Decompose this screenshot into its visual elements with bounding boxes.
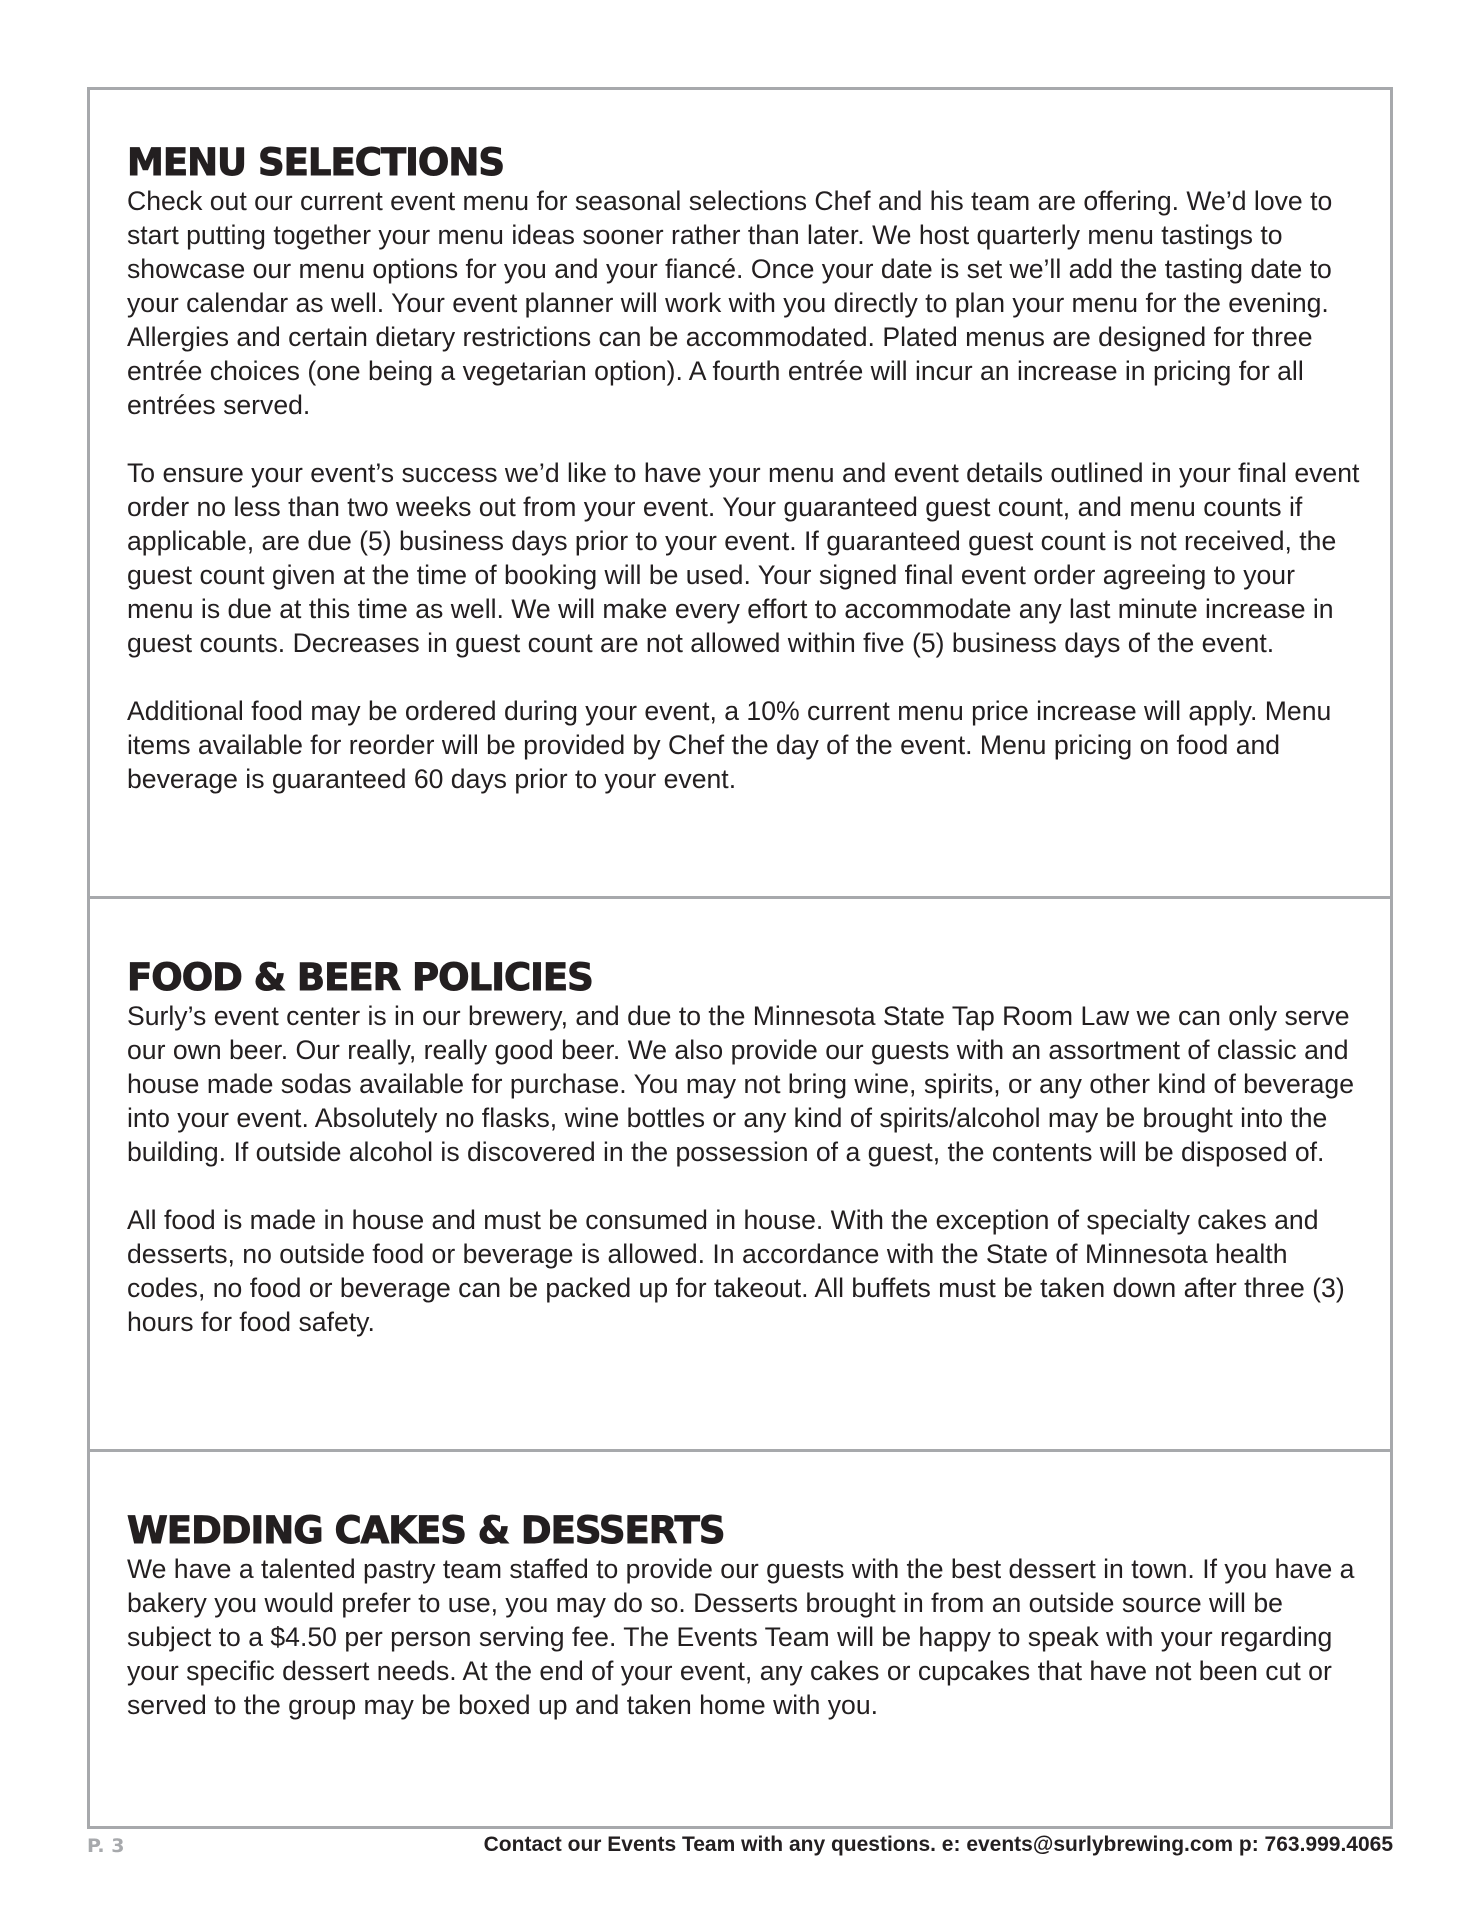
contact-line: Contact our Events Team with any questions. e: events@surlybrewing.com p: 763.999.4065 bbox=[483, 1833, 1393, 1856]
section-paragraph: Surly’s event center is in our brewery, and due to the Minnesota State Tap Room Law we can only serve our own beer. Our really, really good beer. We also provide our guests with an assortment of classic and house made sodas available for purchase. You may not bring wine, spirits, or any other kind of beverage into your event. Absolutely no flasks, wine bottles or any kind of spirits/alcohol may be brought into the building. If outside alcohol is discovered in the possession of a guest, the contents will be disposed of. bbox=[127, 1001, 1354, 1167]
page-number: P. 3 bbox=[87, 1835, 125, 1857]
section-paragraph: To ensure your event’s success we’d like to have your menu and event details outlined in your final event order no less than two weeks out from your event. Your guaranteed guest count, and menu counts if applicable, are due (5) business days prior to your event. If guaranteed guest count is not received, the guest count given at the time of booking will be used. Your signed final event order agreeing to your menu is due at this time as well. We will make every effort to accommodate any last minute increase in guest counts. Decreases in guest count are not allowed within five (5) business days of the event. bbox=[127, 458, 1360, 658]
section-wedding-cakes-desserts bbox=[90, 1449, 1390, 1826]
content-frame bbox=[87, 87, 1393, 1829]
section-paragraph: All food is made in house and must be consumed in house. With the exception of specialty cakes and desserts, no outside food or beverage is allowed. In accordance with the State of Minnesota health codes, no food or beverage can be packed up for takeout. All buffets must be taken down after three (3) hours for food safety. bbox=[127, 1205, 1345, 1337]
section-heading: FOOD & BEER POLICIES bbox=[127, 956, 593, 999]
section-paragraph: We have a talented pastry team staffed to provide our guests with the best dessert in town. If you have a bakery you would prefer to use, you may do so. Desserts brought in from an outside source will be subject to a $4.50 per person serving fee. The Events Team will be happy to speak with your regarding your specific dessert needs. At the end of your event, any cakes or cupcakes that have not been cut or served to the group may be boxed up and taken home with you. bbox=[127, 1554, 1355, 1720]
section-food-beer-policies bbox=[90, 896, 1390, 1449]
section-paragraph: Additional food may be ordered during your event, a 10% current menu price increase will apply. Menu items available for reorder will be provided by Chef the day of the event. Menu pricing on food and beverage is guaranteed 60 days prior to your event. bbox=[127, 696, 1332, 794]
section-menu-selections bbox=[90, 90, 1390, 896]
section-heading: WEDDING CAKES & DESSERTS bbox=[127, 1509, 725, 1552]
section-heading: MENU SELECTIONS bbox=[127, 141, 504, 184]
section-paragraph: Check out our current event menu for seasonal selections Chef and his team are offering. We’d love to start putting together your menu ideas sooner rather than later. We host quarterly menu tastings to showcase our menu options for you and your fiancé. Once your date is set we’ll add the tasting date to your calendar as well. Your event planner will work with you directly to plan your menu for the evening. Allergies and certain dietary restrictions can be accommodated. Plated menus are designed for three entrée choices (one being a vegetarian option). A fourth entrée will incur an increase in pricing for all entrées served. bbox=[127, 186, 1333, 420]
